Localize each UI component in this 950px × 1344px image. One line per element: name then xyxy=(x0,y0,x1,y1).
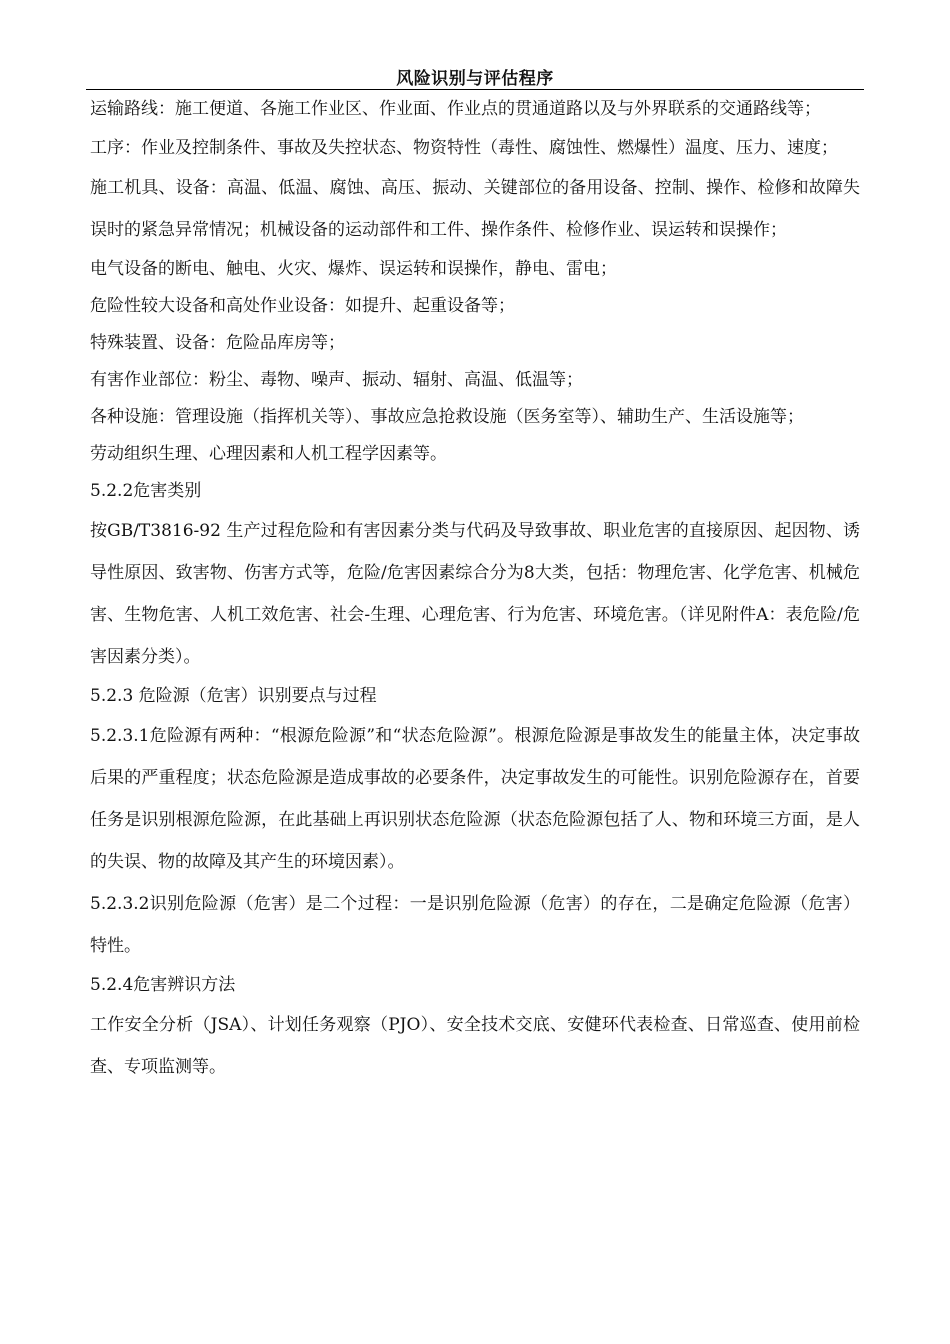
paragraph: 按GB/T3816-92 生产过程危险和有害因素分类与代码及导致事故、职业危害的直接原因、起因物、诱导性原因、致害物、伤害方式等，危险/危害因素综合分为8大类，包括：物理危害、化学危害、机械危害、生物危害、人机工效危害、社会-生理、心理危害、行为危害、环境危害。（详见附件A：表危险/危害因素分类）。 xyxy=(90,521,860,667)
page-header-title: 风险识别与评估程序 xyxy=(396,69,554,89)
paragraph: 电气设备的断电、触电、火灾、爆炸、误运转和误操作，静电、雷电； xyxy=(90,259,617,279)
document-body xyxy=(90,88,860,1088)
paragraph: 特殊装置、设备：危险品库房等； xyxy=(90,333,345,353)
paragraph: 危险性较大设备和高处作业设备：如提升、起重设备等； xyxy=(90,296,515,316)
paragraph: 运输路线：施工便道、各施工作业区、作业面、作业点的贯通道路以及与外界联系的交通路线等； xyxy=(90,99,821,119)
paragraph: 5.2.3.1危险源有两种：“根源危险源”和“状态危险源”。根源危险源是事故发生的能量主体，决定事故后果的严重程度；状态危险源是造成事故的必要条件，决定事故发生的可能性。识别危险源存在，首要任务是识别根源危险源，在此基础上再识别状态危险源（状态危险源包括了人、物和环境三方面，是人的失误、物的故障及其产生的环境因素）。 xyxy=(90,726,860,872)
paragraph: 工作安全分析（JSA）、计划任务观察（PJO）、安全技术交底、安健环代表检查、日常巡查、使用前检查、专项监测等。 xyxy=(90,1015,860,1077)
section-heading: 5.2.2危害类别 xyxy=(90,481,202,501)
paragraph: 工序：作业及控制条件、事故及失控状态、物资特性（毒性、腐蚀性、燃爆性）温度、压力、速度； xyxy=(90,138,838,158)
section-heading: 5.2.4危害辨识方法 xyxy=(90,975,236,995)
paragraph: 各种设施：管理设施（指挥机关等）、事故应急抢救设施（医务室等）、辅助生产、生活设施等； xyxy=(90,407,804,427)
paragraph: 5.2.3.2识别危险源（危害）是二个过程：一是识别危险源（危害）的存在，二是确定危险源（危害）特性。 xyxy=(90,894,860,956)
paragraph: 劳动组织生理、心理因素和人机工程学因素等。 xyxy=(90,444,447,464)
paragraph: 有害作业部位：粉尘、毒物、噪声、振动、辐射、高温、低温等； xyxy=(90,370,583,390)
section-heading: 5.2.3 危险源（危害）识别要点与过程 xyxy=(90,686,377,706)
paragraph: 施工机具、设备：高温、低温、腐蚀、高压、振动、关键部位的备用设备、控制、操作、检修和故障失误时的紧急异常情况；机械设备的运动部件和工件、操作条件、检修作业、误运转和误操作； xyxy=(90,178,860,240)
